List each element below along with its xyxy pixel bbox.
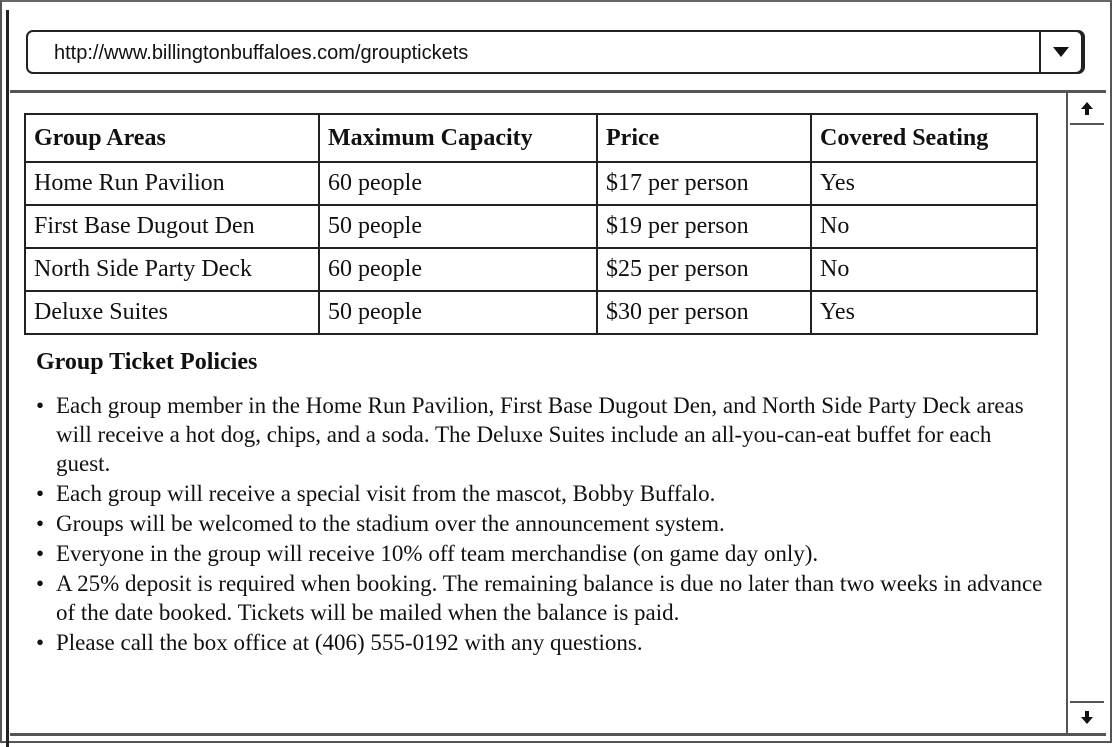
column-header: Maximum Capacity — [319, 114, 597, 162]
table-cell: 50 people — [319, 291, 597, 334]
scroll-up-button[interactable] — [1070, 95, 1104, 125]
list-item: • Everyone in the group will receive 10% off team merchandise (on game day only). — [36, 539, 1046, 568]
arrow-up-icon — [1080, 101, 1094, 117]
address-bar[interactable] — [26, 30, 1085, 74]
address-dropdown-button[interactable] — [1039, 30, 1083, 74]
table-cell: Deluxe Suites — [25, 291, 319, 334]
table-row — [25, 205, 1037, 248]
list-item: • Please call the box office at (406) 555-0192 with any questions. — [36, 628, 1046, 657]
table-row — [25, 248, 1037, 291]
table-cell: North Side Party Deck — [25, 248, 319, 291]
table-cell: $30 per person — [597, 291, 811, 334]
list-item: • Each group will receive a special visit from the mascot, Bobby Buffalo. — [36, 479, 1046, 508]
column-header: Group Areas — [25, 114, 319, 162]
table-cell: Yes — [811, 291, 1037, 334]
address-url[interactable]: http://www.billingtonbuffaloes.com/grouptickets — [54, 42, 469, 64]
scroll-track[interactable] — [1068, 125, 1104, 699]
table-cell: 60 people — [319, 162, 597, 205]
list-item: • A 25% deposit is required when booking. The remaining balance is due no later than two weeks in advance of the date booked. Tickets will be mailed when the balance is paid. — [36, 569, 1046, 627]
scroll-down-button[interactable] — [1070, 701, 1104, 731]
column-header: Covered Seating — [811, 114, 1037, 162]
table-row — [25, 162, 1037, 205]
table-row — [25, 291, 1037, 334]
triangle-down-icon — [1052, 45, 1070, 59]
policies-list — [36, 391, 1046, 657]
column-header: Price — [597, 114, 811, 162]
policies-section — [36, 348, 1046, 658]
table-cell: 60 people — [319, 248, 597, 291]
table-cell: 50 people — [319, 205, 597, 248]
table-cell: No — [811, 248, 1037, 291]
table-header-row — [25, 114, 1037, 162]
table-cell: $17 per person — [597, 162, 811, 205]
list-item: • Groups will be welcomed to the stadium over the announcement system. — [36, 509, 1046, 538]
group-areas-table — [24, 113, 1038, 335]
table-cell: Home Run Pavilion — [25, 162, 319, 205]
policies-title: Group Ticket Policies — [36, 349, 258, 375]
window-edge — [6, 10, 9, 747]
table-cell: $19 per person — [597, 205, 811, 248]
table-cell: No — [811, 205, 1037, 248]
vertical-scrollbar[interactable] — [1066, 93, 1106, 733]
table-cell: Yes — [811, 162, 1037, 205]
table-cell: $25 per person — [597, 248, 811, 291]
arrow-down-icon — [1080, 709, 1094, 725]
list-item: • Each group member in the Home Run Pavilion, First Base Dugout Den, and North Side Party Deck areas will receive a hot dog, chips, and a soda. The Deluxe Suites include an all-you-can-eat buffet for each guest. — [36, 391, 1046, 478]
table-cell: First Base Dugout Den — [25, 205, 319, 248]
